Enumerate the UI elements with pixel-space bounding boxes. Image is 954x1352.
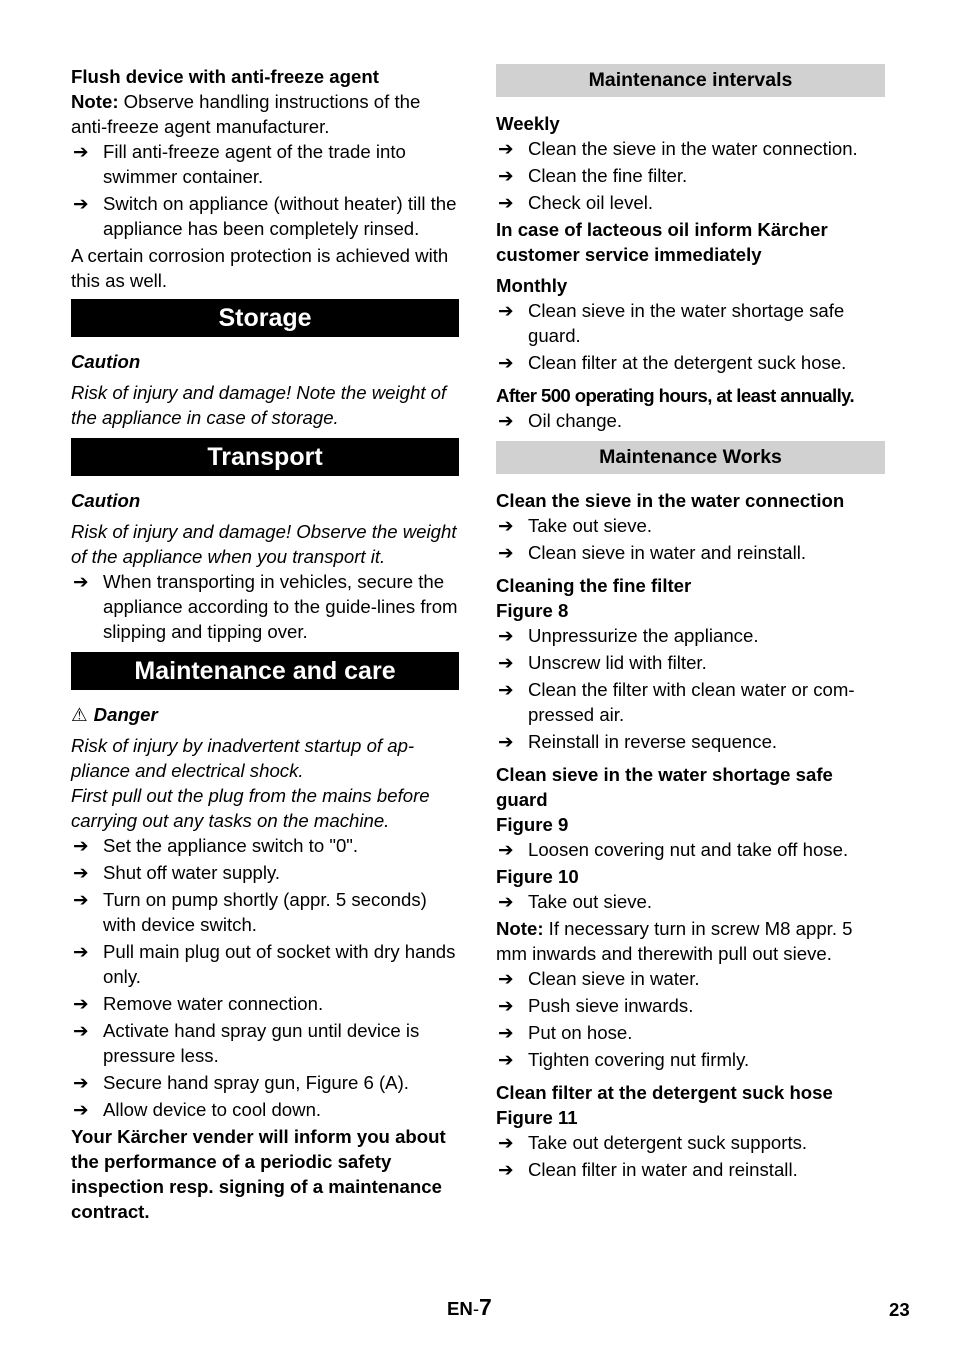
- fine-filter-figure: Figure 8: [496, 600, 569, 621]
- list-item: [496, 408, 885, 433]
- monthly-heading: Monthly: [496, 275, 568, 296]
- list-item-text: Pull main plug out of socket with dry hands only.: [103, 941, 456, 987]
- list-item-text: Remove water connection.: [103, 993, 324, 1014]
- list-item: [71, 191, 459, 241]
- list-item-text: Secure hand spray gun, Figure 6 (A).: [103, 1072, 409, 1093]
- arrow-right-icon: ➔: [498, 625, 514, 646]
- list-item: [496, 837, 885, 862]
- footer-dash: -: [472, 1298, 480, 1319]
- arrow-right-icon: ➔: [498, 300, 514, 321]
- detergent-steps: [496, 1130, 885, 1182]
- list-item: [71, 991, 459, 1016]
- warning-icon: ⚠: [71, 704, 88, 725]
- list-item: [71, 569, 459, 644]
- note-label: Note:: [496, 918, 544, 939]
- monthly-steps: [496, 298, 885, 375]
- annual-heading: After 500 operating hours, at least annually.: [496, 385, 855, 406]
- list-item: [496, 1157, 885, 1182]
- arrow-right-icon: ➔: [73, 141, 89, 162]
- list-item: [496, 966, 885, 991]
- arrow-right-icon: ➔: [498, 968, 514, 989]
- list-item-text: Set the appliance switch to "0".: [103, 835, 359, 856]
- list-item: [71, 1018, 459, 1068]
- storage-caution-label: Caution: [71, 351, 141, 372]
- fine-filter-steps: [496, 623, 885, 754]
- lacteous-note: In case of lacteous oil inform Kärcher customer service immediately: [496, 219, 828, 265]
- page-number: 23: [889, 1299, 910, 1320]
- storage-title: Storage: [71, 299, 459, 337]
- list-item-text: Unscrew lid with filter.: [528, 652, 707, 673]
- right-column: [496, 64, 885, 1184]
- list-item-text: Clean filter in water and reinstall.: [528, 1159, 798, 1180]
- arrow-right-icon: ➔: [498, 542, 514, 563]
- list-item: [496, 1047, 885, 1072]
- maintenance-care-title: Maintenance and care: [71, 652, 459, 690]
- arrow-right-icon: ➔: [498, 731, 514, 752]
- shortage-heading: Clean sieve in the water shortage safe guard: [496, 764, 833, 810]
- list-item: [496, 623, 885, 648]
- list-item-text: Push sieve inwards.: [528, 995, 694, 1016]
- danger-heading: [71, 702, 459, 727]
- list-item: [496, 298, 885, 348]
- maintenance-intervals-title: Maintenance intervals: [496, 64, 885, 97]
- list-item-text: Clean the filter with clean water or com-pressed air.: [528, 679, 855, 725]
- list-item: [71, 139, 459, 189]
- shortage-steps-c: [496, 966, 885, 1072]
- detergent-figure: Figure 11: [496, 1107, 578, 1128]
- arrow-right-icon: ➔: [498, 839, 514, 860]
- arrow-right-icon: ➔: [73, 835, 89, 856]
- flush-heading: Flush device with anti-freeze agent: [71, 66, 379, 87]
- shortage-steps-b: [496, 889, 885, 914]
- list-item: [496, 1020, 885, 1045]
- arrow-right-icon: ➔: [73, 1072, 89, 1093]
- weekly-steps: [496, 136, 885, 215]
- footer-section-label: [447, 1295, 492, 1321]
- list-item-text: Oil change.: [528, 410, 623, 431]
- transport-title: Transport: [71, 438, 459, 476]
- list-item: [496, 540, 885, 565]
- list-item-text: Activate hand spray gun until device is pressure less.: [103, 1020, 420, 1066]
- arrow-right-icon: ➔: [498, 410, 514, 431]
- sieve-steps: [496, 513, 885, 565]
- footer-section-page: 7: [479, 1294, 492, 1320]
- list-item-text: Clean the sieve in the water connection.: [528, 138, 858, 159]
- list-item-text: Put on hose.: [528, 1022, 633, 1043]
- transport-steps: [71, 569, 459, 644]
- list-item-text: Clean filter at the detergent suck hose.: [528, 352, 847, 373]
- arrow-right-icon: ➔: [498, 138, 514, 159]
- weekly-heading: Weekly: [496, 113, 560, 134]
- list-item: [71, 860, 459, 885]
- arrow-right-icon: ➔: [73, 1020, 89, 1041]
- list-item: [496, 889, 885, 914]
- arrow-right-icon: ➔: [498, 352, 514, 373]
- arrow-right-icon: ➔: [498, 679, 514, 700]
- transport-caution-text: Risk of injury and damage! Observe the weight of the appliance when you transport it.: [71, 521, 457, 567]
- flush-steps: [71, 139, 459, 241]
- arrow-right-icon: ➔: [73, 1099, 89, 1120]
- shortage-steps-a: [496, 837, 885, 862]
- list-item-text: Take out sieve.: [528, 891, 653, 912]
- list-item: [71, 1097, 459, 1122]
- arrow-right-icon: ➔: [498, 192, 514, 213]
- arrow-right-icon: ➔: [73, 941, 89, 962]
- list-item: [71, 833, 459, 858]
- list-item: [496, 163, 885, 188]
- list-item-text: Shut off water supply.: [103, 862, 281, 883]
- list-item-text: Tighten covering nut firmly.: [528, 1049, 750, 1070]
- arrow-right-icon: ➔: [73, 993, 89, 1014]
- maintenance-works-title: Maintenance Works: [496, 441, 885, 474]
- list-item-text: Switch on appliance (without heater) till the appliance has been completely rinsed.: [103, 193, 457, 239]
- flush-note: [71, 89, 459, 139]
- list-item: [496, 190, 885, 215]
- list-item: [496, 350, 885, 375]
- list-item: [496, 136, 885, 161]
- list-item-text: Fill anti-freeze agent of the trade into swimmer container.: [103, 141, 406, 187]
- list-item-text: Clean the fine filter.: [528, 165, 688, 186]
- list-item-text: When transporting in vehicles, secure the appliance according to the guide-lines from slipping and tipping over.: [103, 571, 458, 642]
- list-item: [71, 1070, 459, 1095]
- maintenance-steps: [71, 833, 459, 1122]
- list-item-text: Reinstall in reverse sequence.: [528, 731, 778, 752]
- arrow-right-icon: ➔: [498, 165, 514, 186]
- note-text: If necessary turn in screw M8 appr. 5 mm inwards and therewith pull out sieve.: [496, 918, 853, 964]
- flush-after: A certain corrosion protection is achieved with this as well.: [71, 245, 449, 291]
- arrow-right-icon: ➔: [73, 571, 89, 592]
- list-item-text: Check oil level.: [528, 192, 654, 213]
- arrow-right-icon: ➔: [73, 889, 89, 910]
- arrow-right-icon: ➔: [498, 652, 514, 673]
- shortage-note: [496, 916, 885, 966]
- danger-text-2: First pull out the plug from the mains before carrying out any tasks on the machine.: [71, 785, 430, 831]
- transport-caution-label: Caution: [71, 490, 141, 511]
- list-item-text: Unpressurize the appliance.: [528, 625, 759, 646]
- fine-filter-heading: Cleaning the fine filter: [496, 575, 692, 596]
- list-item: [71, 939, 459, 989]
- list-item-text: Loosen covering nut and take off hose.: [528, 839, 849, 860]
- list-item: [71, 887, 459, 937]
- danger-label: Danger: [93, 704, 158, 725]
- arrow-right-icon: ➔: [498, 1132, 514, 1153]
- list-item: [496, 677, 885, 727]
- list-item-text: Clean sieve in the water shortage safe guard.: [528, 300, 845, 346]
- arrow-right-icon: ➔: [498, 891, 514, 912]
- annual-steps: [496, 408, 885, 433]
- list-item-text: Turn on pump shortly (appr. 5 seconds) with device switch.: [103, 889, 427, 935]
- list-item: [496, 1130, 885, 1155]
- footer-lang: EN: [447, 1298, 473, 1319]
- storage-caution-text: Risk of injury and damage! Note the weight of the appliance in case of storage.: [71, 382, 447, 428]
- list-item: [496, 993, 885, 1018]
- arrow-right-icon: ➔: [73, 862, 89, 883]
- shortage-figure-10: Figure 10: [496, 866, 579, 887]
- list-item-text: Take out sieve.: [528, 515, 653, 536]
- danger-text-1: Risk of injury by inadvertent startup of ap-pliance and electrical shock.: [71, 735, 415, 781]
- note-label: Note:: [71, 91, 119, 112]
- list-item-text: Clean sieve in water and reinstall.: [528, 542, 807, 563]
- sieve-heading: Clean the sieve in the water connection: [496, 490, 845, 511]
- list-item: [496, 729, 885, 754]
- arrow-right-icon: ➔: [498, 995, 514, 1016]
- list-item-text: Clean sieve in water.: [528, 968, 700, 989]
- note-text: Observe handling instructions of the anti-freeze agent manufacturer.: [71, 91, 421, 137]
- detergent-heading: Clean filter at the detergent suck hose: [496, 1082, 833, 1103]
- arrow-right-icon: ➔: [498, 1049, 514, 1070]
- list-item-text: Allow device to cool down.: [103, 1099, 322, 1120]
- list-item-text: Take out detergent suck supports.: [528, 1132, 808, 1153]
- arrow-right-icon: ➔: [498, 1159, 514, 1180]
- vendor-note: Your Kärcher vender will inform you about the performance of a periodic safety inspection resp. signing of a maintenance contract.: [71, 1126, 446, 1222]
- arrow-right-icon: ➔: [498, 515, 514, 536]
- list-item: [496, 513, 885, 538]
- shortage-figure-9: Figure 9: [496, 814, 569, 835]
- list-item: [496, 650, 885, 675]
- arrow-right-icon: ➔: [498, 1022, 514, 1043]
- left-column: [71, 64, 459, 1224]
- arrow-right-icon: ➔: [73, 193, 89, 214]
